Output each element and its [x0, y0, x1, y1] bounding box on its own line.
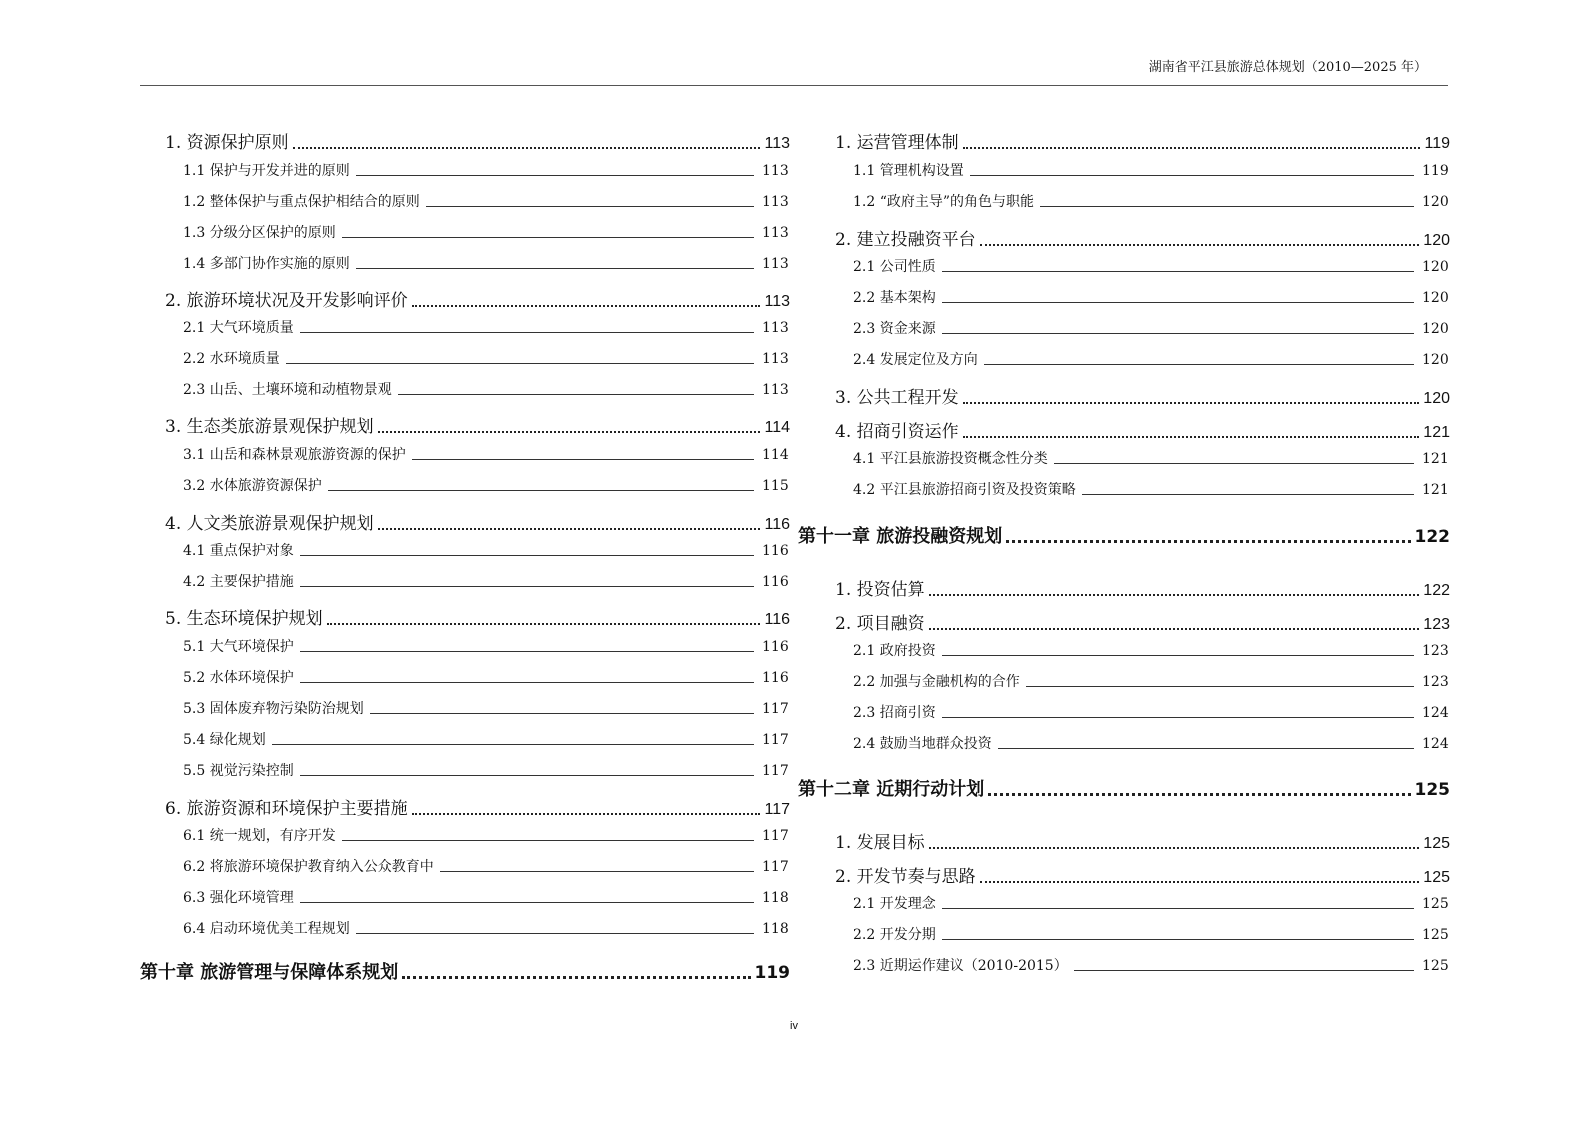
toc-entry-page: 117 — [764, 801, 790, 818]
toc-entry-title: 1.4 多部门协作实施的原则 — [183, 256, 350, 272]
toc-leader — [1006, 540, 1410, 543]
toc-leader — [1074, 970, 1414, 971]
toc-entry-page: 116 — [764, 516, 790, 533]
toc-entry-title: 6.3 强化环境管理 — [183, 890, 294, 906]
toc-leader — [942, 717, 1414, 718]
toc-entry-title: 5. 生态环境保护规划 — [165, 609, 323, 629]
toc-entry[interactable] — [140, 191, 790, 211]
page-number: iv — [790, 1020, 798, 1032]
toc-leader — [1026, 686, 1414, 687]
toc-entry-title: 2.1 大气环境质量 — [183, 320, 294, 336]
toc-leader — [942, 302, 1414, 303]
toc-entry-title: 2.1 公司性质 — [853, 259, 936, 275]
toc-entry-page: 124 — [1422, 736, 1449, 752]
toc-entry[interactable] — [810, 671, 1450, 691]
toc-leader — [426, 206, 754, 207]
toc-leader — [929, 847, 1420, 849]
toc-entry[interactable] — [140, 286, 790, 311]
toc-entry[interactable] — [140, 475, 790, 495]
toc-leader — [300, 586, 754, 587]
toc-entry-page: 115 — [762, 478, 789, 494]
toc-leader — [272, 744, 754, 745]
toc-leader — [980, 244, 1420, 246]
toc-leader — [300, 775, 754, 776]
toc-entry-page: 113 — [762, 225, 789, 241]
toc-entry-page: 117 — [762, 701, 789, 717]
toc-entry-page: 122 — [1414, 527, 1450, 547]
toc-chapter-entry[interactable] — [140, 958, 790, 984]
toc-entry[interactable] — [810, 862, 1450, 887]
toc-entry[interactable] — [810, 256, 1450, 276]
toc-entry-title: 6.1 统一规划，有序开发 — [183, 828, 336, 844]
toc-entry-title: 2.4 鼓励当地群众投资 — [853, 736, 992, 752]
toc-leader — [300, 651, 754, 652]
toc-entry-title: 6.2 将旅游环境保护教育纳入公众教育中 — [183, 859, 434, 875]
toc-entry-page: 117 — [762, 859, 789, 875]
toc-entry[interactable] — [810, 128, 1450, 153]
toc-entry-page: 113 — [762, 256, 789, 272]
toc-chapter-entry[interactable] — [798, 775, 1450, 801]
toc-leader — [1040, 206, 1414, 207]
toc-entry-page: 119 — [754, 963, 790, 983]
toc-entry-page: 125 — [1423, 835, 1450, 852]
toc-leader — [1082, 494, 1414, 495]
toc-entry-page: 113 — [764, 135, 790, 152]
toc-leader — [412, 813, 761, 815]
toc-leader — [963, 402, 1420, 404]
toc-entry[interactable] — [810, 318, 1450, 338]
toc-entry-title: 4.1 平江县旅游投资概念性分类 — [853, 451, 1048, 467]
toc-entry[interactable] — [810, 828, 1450, 853]
toc-entry-title: 5.3 固体废弃物污染防治规划 — [183, 701, 364, 717]
toc-entry-title: 2. 旅游环境状况及开发影响评价 — [165, 291, 408, 311]
toc-leader — [378, 528, 761, 530]
toc-entry-title: 2.3 山岳、土壤环境和动植物景观 — [183, 382, 392, 398]
toc-entry[interactable] — [140, 412, 790, 437]
toc-entry-page: 113 — [762, 194, 789, 210]
toc-leader — [929, 628, 1420, 630]
toc-entry[interactable] — [140, 509, 790, 534]
toc-entry-title: 3.2 水体旅游资源保护 — [183, 478, 322, 494]
toc-entry-page: 118 — [762, 921, 789, 937]
toc-leader — [402, 976, 750, 979]
toc-entry-title: 2.2 基本架构 — [853, 290, 936, 306]
toc-entry-page: 118 — [762, 890, 789, 906]
toc-entry-page: 113 — [762, 163, 789, 179]
toc-entry-page: 116 — [762, 574, 789, 590]
toc-entry[interactable] — [810, 575, 1450, 600]
toc-leader — [988, 793, 1410, 796]
toc-entry[interactable] — [140, 253, 790, 273]
toc-entry-title: 第十一章 旅游投融资规划 — [798, 526, 1003, 547]
toc-leader — [327, 623, 761, 625]
toc-entry-page: 119 — [1422, 163, 1449, 179]
toc-leader — [942, 908, 1414, 909]
toc-entry-page: 116 — [764, 611, 790, 628]
toc-entry[interactable] — [140, 128, 790, 153]
toc-entry[interactable] — [810, 609, 1450, 634]
toc-entry[interactable] — [140, 698, 790, 718]
toc-entry-page: 120 — [1422, 321, 1449, 337]
toc-entry[interactable] — [140, 918, 790, 938]
toc-entry[interactable] — [140, 825, 790, 845]
toc-entry[interactable] — [140, 160, 790, 180]
toc-entry-page: 124 — [1422, 705, 1449, 721]
toc-entry[interactable] — [140, 667, 790, 687]
document-header-title: 湖南省平江县旅游总体规划（2010—2025 年） — [1148, 60, 1427, 75]
toc-entry[interactable] — [810, 417, 1450, 442]
toc-entry-page: 120 — [1422, 259, 1449, 275]
toc-leader — [998, 748, 1414, 749]
toc-entry[interactable] — [140, 636, 790, 656]
toc-entry-page: 116 — [762, 639, 789, 655]
toc-leader — [378, 431, 761, 433]
toc-entry[interactable] — [810, 702, 1450, 722]
toc-entry-title: 2.3 近期运作建议（2010-2015） — [853, 958, 1068, 974]
toc-entry[interactable] — [810, 955, 1450, 975]
toc-leader — [286, 363, 754, 364]
toc-entry-title: 3. 生态类旅游景观保护规划 — [165, 417, 374, 437]
toc-entry-page: 119 — [1424, 135, 1450, 152]
toc-entry[interactable] — [810, 349, 1450, 369]
toc-entry-page: 125 — [1423, 869, 1450, 886]
toc-entry-page: 122 — [1423, 582, 1450, 599]
toc-entry-page: 116 — [762, 670, 789, 686]
toc-entry-title: 2.2 开发分期 — [853, 927, 936, 943]
toc-entry-title: 2. 建立投融资平台 — [835, 230, 976, 250]
toc-leader — [328, 490, 754, 491]
toc-entry[interactable] — [140, 540, 790, 560]
toc-entry-title: 2.1 开发理念 — [853, 896, 936, 912]
toc-entry-page: 120 — [1423, 232, 1450, 249]
toc-entry-title: 3.1 山岳和森林景观旅游资源的保护 — [183, 447, 406, 463]
toc-entry[interactable] — [810, 191, 1450, 211]
toc-entry[interactable] — [810, 287, 1450, 307]
toc-entry-page: 113 — [764, 293, 790, 310]
toc-entry-title: 1.3 分级分区保护的原则 — [183, 225, 336, 241]
toc-leader — [412, 459, 754, 460]
toc-entry[interactable] — [140, 760, 790, 780]
toc-entry[interactable] — [140, 856, 790, 876]
toc-leader — [929, 594, 1420, 596]
toc-entry[interactable] — [810, 733, 1450, 753]
toc-entry-title: 2.2 水环境质量 — [183, 351, 280, 367]
toc-entry[interactable] — [140, 222, 790, 242]
toc-entry[interactable] — [810, 448, 1450, 468]
toc-entry-page: 113 — [762, 320, 789, 336]
toc-entry-page: 120 — [1422, 194, 1449, 210]
toc-entry-title: 2. 开发节奏与思路 — [835, 867, 976, 887]
toc-leader — [942, 939, 1414, 940]
toc-leader — [970, 175, 1414, 176]
toc-entry-title: 5.1 大气环境保护 — [183, 639, 294, 655]
toc-entry-title: 1.1 管理机构设置 — [853, 163, 964, 179]
toc-entry-page: 113 — [762, 351, 789, 367]
toc-leader — [963, 147, 1421, 149]
toc-entry-page: 117 — [762, 732, 789, 748]
toc-leader — [356, 268, 754, 269]
toc-entry-title: 6.4 启动环境优美工程规划 — [183, 921, 350, 937]
toc-entry-page: 125 — [1422, 927, 1449, 943]
toc-entry[interactable] — [810, 479, 1450, 499]
toc-entry-page: 113 — [762, 382, 789, 398]
toc-entry[interactable] — [810, 640, 1450, 660]
toc-entry-page: 114 — [762, 447, 789, 463]
toc-leader — [300, 332, 754, 333]
toc-entry-title: 2.3 招商引资 — [853, 705, 936, 721]
toc-entry-title: 4.2 平江县旅游招商引资及投资策略 — [853, 482, 1076, 498]
toc-entry-title: 1. 发展目标 — [835, 833, 925, 853]
toc-leader — [370, 713, 754, 714]
toc-leader — [942, 271, 1414, 272]
toc-leader — [963, 436, 1420, 438]
toc-entry-page: 120 — [1422, 352, 1449, 368]
toc-leader — [942, 655, 1414, 656]
toc-leader — [293, 147, 761, 149]
toc-entry[interactable] — [140, 348, 790, 368]
toc-entry-title: 1.1 保护与开发并进的原则 — [183, 163, 350, 179]
toc-entry[interactable] — [810, 383, 1450, 408]
toc-entry-title: 1. 投资估算 — [835, 580, 925, 600]
toc-entry-title: 5.5 视觉污染控制 — [183, 763, 294, 779]
toc-leader — [300, 555, 754, 556]
toc-leader — [356, 175, 754, 176]
toc-entry-title: 5.2 水体环境保护 — [183, 670, 294, 686]
toc-entry-title: 3. 公共工程开发 — [835, 388, 959, 408]
toc-entry-title: 第十二章 近期行动计划 — [798, 779, 985, 800]
toc-entry-title: 2.1 政府投资 — [853, 643, 936, 659]
toc-entry[interactable] — [140, 887, 790, 907]
toc-entry-title: 2.4 发展定位及方向 — [853, 352, 978, 368]
toc-entry-page: 123 — [1422, 674, 1449, 690]
toc-chapter-entry[interactable] — [798, 522, 1450, 548]
toc-entry[interactable] — [810, 160, 1450, 180]
toc-leader — [342, 840, 754, 841]
toc-entry-title: 6. 旅游资源和环境保护主要措施 — [165, 799, 408, 819]
toc-leader — [342, 237, 754, 238]
toc-leader — [440, 871, 754, 872]
toc-leader — [300, 902, 754, 903]
toc-entry-page: 125 — [1422, 958, 1449, 974]
toc-entry-title: 1. 资源保护原则 — [165, 133, 289, 153]
toc-entry[interactable] — [140, 444, 790, 464]
toc-entry-page: 117 — [762, 763, 789, 779]
toc-entry-page: 121 — [1422, 482, 1449, 498]
toc-entry-title: 2.3 资金来源 — [853, 321, 936, 337]
toc-leader — [412, 305, 761, 307]
toc-entry[interactable] — [140, 794, 790, 819]
toc-entry-title: 2. 项目融资 — [835, 614, 925, 634]
header-divider — [140, 85, 1448, 86]
toc-entry[interactable] — [140, 571, 790, 591]
toc-entry-title: 1.2 “政府主导”的角色与职能 — [853, 194, 1035, 210]
toc-entry-page: 125 — [1414, 780, 1450, 800]
toc-leader — [980, 881, 1420, 883]
toc-entry-page: 121 — [1422, 451, 1449, 467]
toc-entry-title: 第十章 旅游管理与保障体系规划 — [140, 962, 399, 983]
toc-entry[interactable] — [810, 893, 1450, 913]
toc-leader — [984, 364, 1414, 365]
toc-leader — [356, 933, 754, 934]
toc-entry-page: 114 — [764, 419, 790, 436]
toc-entry-page: 121 — [1423, 424, 1450, 441]
toc-entry-page: 116 — [762, 543, 789, 559]
toc-leader — [300, 682, 754, 683]
toc-entry-title: 4. 招商引资运作 — [835, 422, 959, 442]
toc-entry[interactable] — [810, 924, 1450, 944]
toc-entry[interactable] — [140, 729, 790, 749]
toc-entry-page: 120 — [1423, 390, 1450, 407]
toc-leader — [398, 394, 754, 395]
toc-entry-title: 4.1 重点保护对象 — [183, 543, 294, 559]
toc-leader — [942, 333, 1414, 334]
toc-entry-page: 123 — [1423, 616, 1450, 633]
toc-entry-page: 120 — [1422, 290, 1449, 306]
toc-entry-title: 1. 运营管理体制 — [835, 133, 959, 153]
toc-entry-title: 2.2 加强与金融机构的合作 — [853, 674, 1020, 690]
toc-leader — [1054, 463, 1414, 464]
toc-entry-title: 4. 人文类旅游景观保护规划 — [165, 514, 374, 534]
toc-entry-title: 5.4 绿化规划 — [183, 732, 266, 748]
toc-entry[interactable] — [140, 317, 790, 337]
toc-entry[interactable] — [810, 225, 1450, 250]
toc-entry-page: 117 — [762, 828, 789, 844]
toc-entry-page: 125 — [1422, 896, 1449, 912]
toc-entry-title: 4.2 主要保护措施 — [183, 574, 294, 590]
toc-entry-title: 1.2 整体保护与重点保护相结合的原则 — [183, 194, 420, 210]
toc-entry[interactable] — [140, 379, 790, 399]
toc-entry-page: 123 — [1422, 643, 1449, 659]
toc-entry[interactable] — [140, 604, 790, 629]
